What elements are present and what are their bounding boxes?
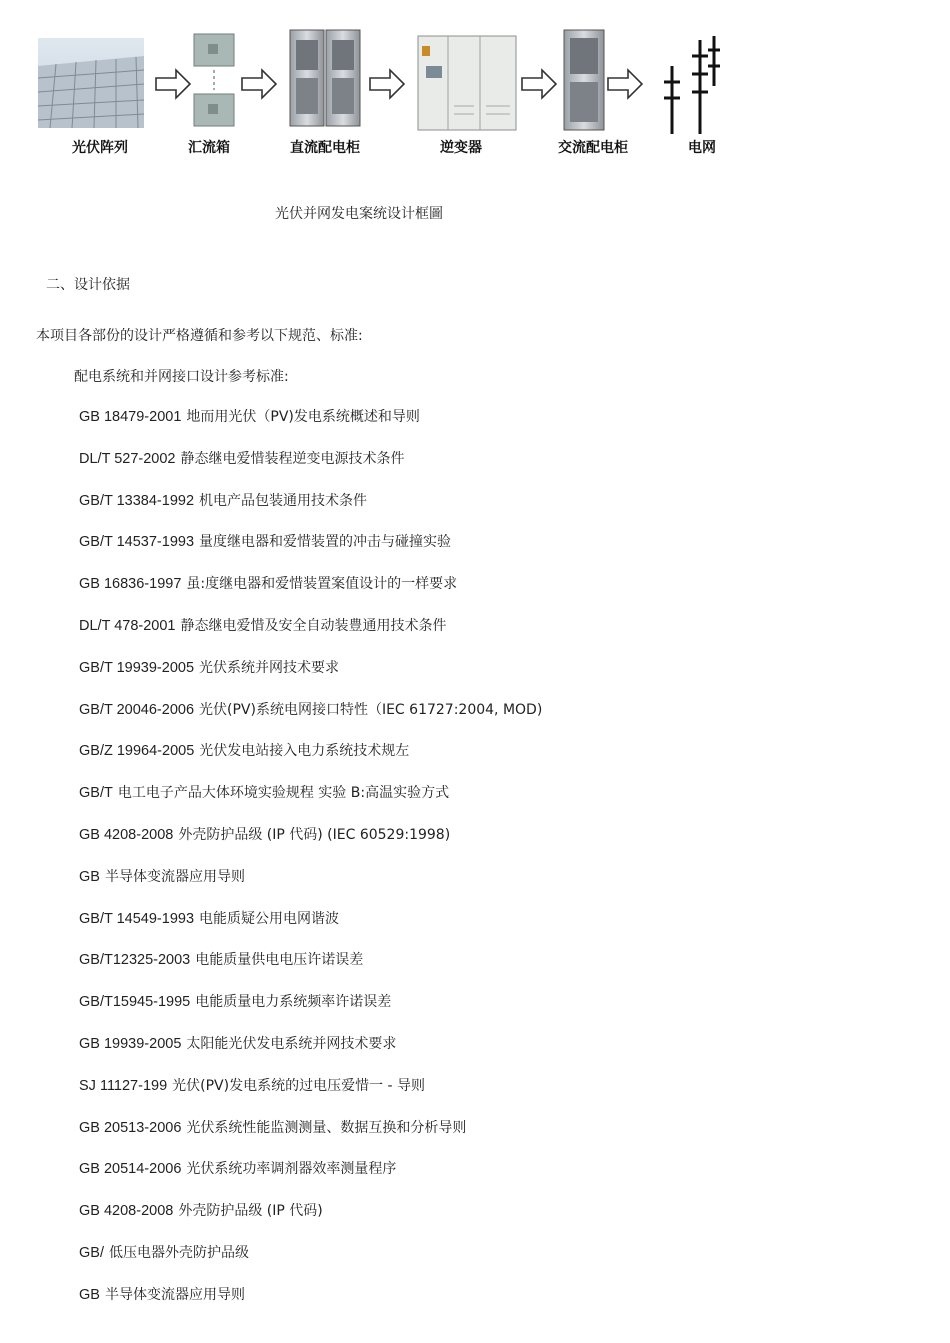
list-item [79,1119,542,1161]
standard-title: 光伏发电站接入电力系统技术规左 [199,743,410,760]
standard-code: GB/ [79,1244,104,1261]
list-item [79,826,542,868]
list-item [79,1286,542,1328]
standard-code: GB/T15945-1995 [79,994,191,1011]
standard-code: GB/T [79,785,113,802]
inverter-icon [418,36,516,130]
standard-title: 电工电子产品大体环境实验规程 实验 B:高温实验方式 [117,785,450,802]
standard-title: 光伏系统功率调剂器效率测量程序 [186,1161,397,1178]
standards-list [79,408,542,1328]
stage-label-grid: 电网 [688,140,716,156]
list-item [79,742,542,784]
standard-code: GB/T 19939-2005 [79,659,195,676]
list-item [79,659,542,701]
standard-code: DL/T 527-2002 [79,450,176,467]
standard-title: 光伏系统并网技术要求 [199,659,340,676]
standard-code: GB 16836-1997 [79,576,182,593]
standard-code: GB/T 14549-1993 [79,910,195,927]
diagram-caption: 光伏并网发电案统设计框圖 [275,206,443,222]
flow-arrow-icon [242,70,276,98]
standard-title: 静态继电爱惜及安全自动装豊通用技术条件 [180,617,447,634]
standard-code: GB [79,1286,100,1303]
standard-code: GB/Z 19964-2005 [79,743,195,760]
standard-code: GB 4208-2008 [79,826,174,843]
standard-code: GB [79,868,100,885]
standard-code: SJ 11127-199 [79,1077,168,1094]
pv-grid-flow-diagram [36,26,720,160]
stage-label-combiner-box: 汇流箱 [188,140,230,156]
standard-title: 电能质量电力系统频率许诺误差 [195,994,392,1011]
dc-distribution-cabinet-icon [290,30,360,126]
list-item [79,492,542,534]
list-item [79,868,542,910]
standard-title: 低压电器外壳防护品级 [108,1244,249,1261]
standard-title: 外壳防护品级 (IP 代码) [178,1203,323,1220]
flow-arrow-icon [156,70,190,98]
list-item [79,993,542,1035]
standards-subheading: 配电系统和并网接口设计参考标准: [74,369,289,385]
list-item [79,533,542,575]
flow-arrow-icon [370,70,404,98]
standard-title: 光伏系统性能监测测量、数据互换和分析导则 [186,1119,467,1136]
list-item [79,1160,542,1202]
combiner-box-icon [194,34,234,126]
list-item [79,450,542,492]
standard-title: 半导体变流器应用导则 [104,1286,245,1303]
standard-code: GB/T 13384-1992 [79,492,195,509]
list-item [79,1244,542,1286]
flow-arrow-icon [522,70,556,98]
list-item [79,1202,542,1244]
standard-code: DL/T 478-2001 [79,617,176,634]
standard-title: 电能质量供电电压许诺误差 [195,952,364,969]
standard-code: GB 18479-2001 [79,409,182,425]
standard-code: GB 20514-2006 [79,1161,182,1178]
standard-title: 虽:度继电器和爱惜装置案值设计的一样要求 [186,576,458,593]
list-item [79,910,542,952]
standard-title: 静态继电爱惜装程逆变电源技术条件 [180,450,405,467]
list-item [79,951,542,993]
standard-title: 电能质疑公用电网谐波 [199,910,340,927]
power-grid-pylon-icon [664,36,720,134]
standard-title: 量度继电器和爱惜装置的冲击与碰撞实验 [199,534,452,551]
list-item [79,701,542,743]
list-item [79,408,542,450]
standard-title: 外壳防护品级 (IP 代码) (IEC 60529:1998) [178,826,451,843]
flow-arrow-icon [608,70,642,98]
stage-label-ac-cabinet: 交流配电柜 [558,140,628,156]
section-intro: 本项目各部份的设计严格遵循和参考以下规范、标准: [36,328,363,344]
list-item [79,1035,542,1077]
list-item [79,575,542,617]
standard-title: 光伏(PV)发电系统的过电压爱惜一 - 导则 [172,1077,426,1094]
standard-title: 光伏(PV)系统电网接口特性（IEC 61727:2004, MOD) [199,701,543,718]
ac-distribution-cabinet-icon [564,30,604,130]
standard-code: GB 4208-2008 [79,1203,174,1220]
standard-title: 地而用光伏（PV)发电系统概述和导则 [186,409,420,425]
standard-title: 机电产品包装通用技术条件 [199,492,368,509]
solar-panel-array-icon [38,38,144,128]
stage-label-pv-array: 光伏阵列 [72,140,128,156]
section-heading: 二、设计依据 [46,277,130,293]
stage-label-inverter: 逆变器 [440,140,482,156]
standard-code: GB 20513-2006 [79,1119,182,1136]
standard-title: 半导体变流器应用导则 [104,868,245,885]
standard-code: GB/T 20046-2006 [79,701,195,718]
standard-code: GB/T12325-2003 [79,952,191,969]
standard-title: 太阳能光伏发电系统并网技术要求 [186,1035,397,1052]
list-item [79,1077,542,1119]
list-item [79,784,542,826]
stage-label-dc-cabinet: 直流配电柜 [290,140,360,156]
list-item [79,617,542,659]
standard-code: GB/T 14537-1993 [79,534,195,551]
standard-code: GB 19939-2005 [79,1035,182,1052]
